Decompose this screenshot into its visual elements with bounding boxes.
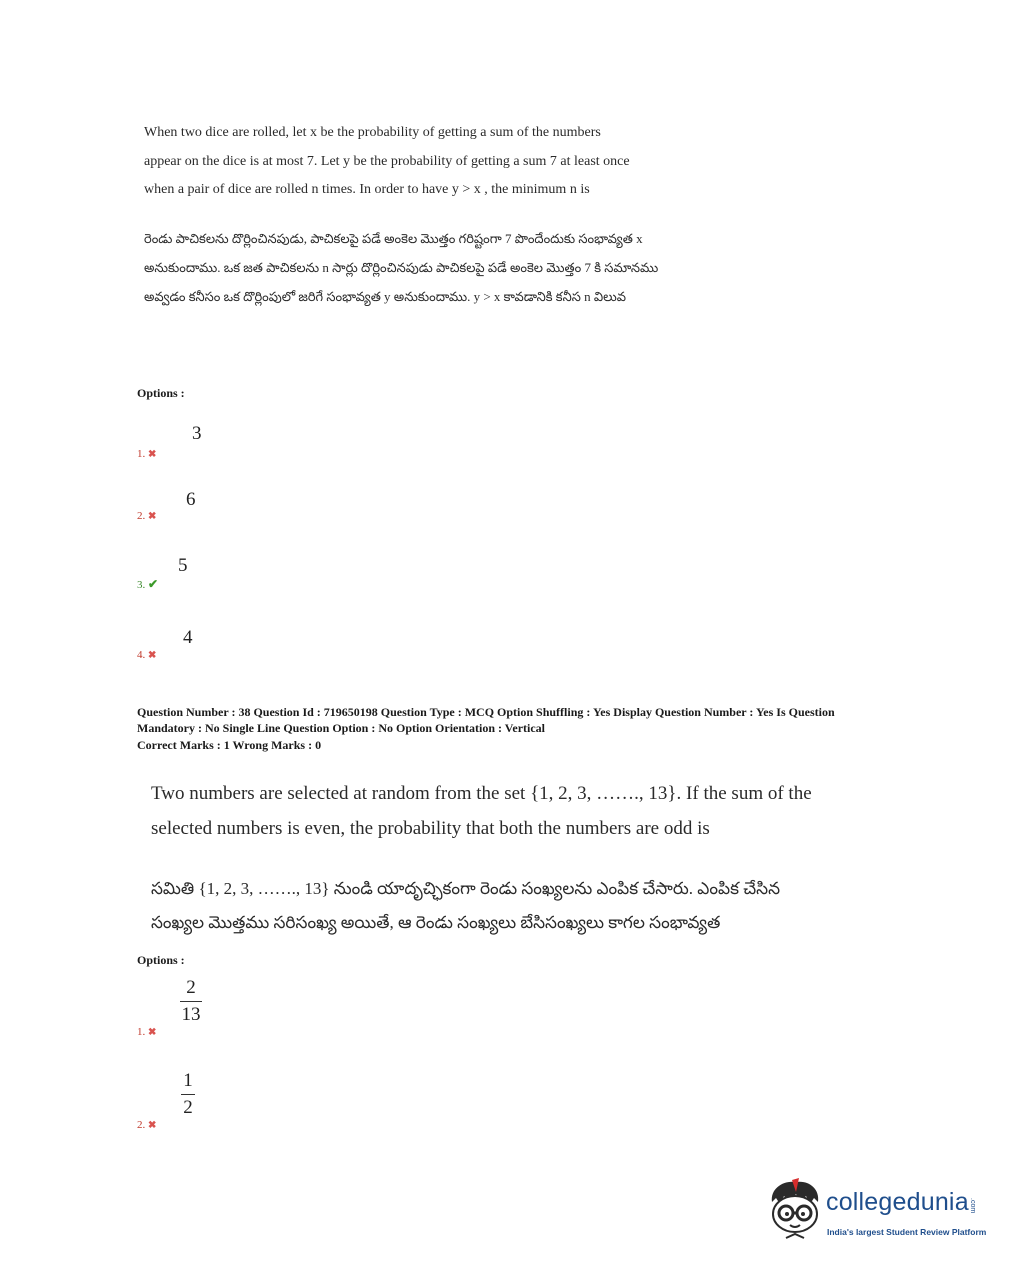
logo-tagline: India's largest Student Review Platform (827, 1227, 987, 1237)
text-line: సంఖ్యల మొత్తము సరిసంఖ్య అయితే, ఆ రెండు సంఖ్యలు బేసిసంఖ్యలు కాగల సంభావ్యత (151, 913, 721, 932)
cross-icon: ✖ (148, 511, 157, 522)
option-label: 4. (137, 649, 146, 661)
option-value: 4 (183, 627, 193, 648)
question-2-telugu (151, 872, 780, 940)
option-value: 6 (186, 489, 196, 510)
denominator: 13 (181, 1004, 201, 1025)
option-label: 2. (137, 510, 146, 522)
question-1-telugu (144, 224, 658, 311)
option-number[interactable] (137, 1119, 156, 1131)
text-line: Two numbers are selected at random from the set {1, 2, 3, ……., 13}. If the sum of the (151, 783, 812, 804)
text-line: when a pair of dice are rolled n times. In order to have y > x , the minimum n is (144, 182, 590, 197)
text-line: సమితి {1, 2, 3, ……., 13} నుండి యాదృచ్ఛికంగా రెండు సంఖ్యలను ఎంపిక చేసారు. ఎంపిక చేసిన (151, 879, 780, 898)
text-line: రెండు పాచికలను దొర్లించినపుడు, పాచికలపై పడే అంకెల మొత్తం గరిష్టంగా 7 పొందేందుకు సంభావ్యత x (144, 231, 643, 246)
logo-suffix: .com (968, 1198, 976, 1214)
text-line: అనుకుందాము. ఒక జత పాచికలను n సార్లు దొర్లించినపుడు పాచికలపై పడే అంకెల మొత్తం 7 కి సమానము (144, 260, 659, 275)
question-meta (137, 704, 907, 753)
check-icon: ✔ (148, 577, 159, 591)
option-number[interactable] (137, 649, 156, 661)
option-number[interactable] (137, 577, 158, 592)
meta-line: Question Number : 38 Question Id : 719650198 Question Type : MCQ Option Shuffling : Yes Display Question Number : Yes Is Question (137, 705, 835, 719)
meta-line: Mandatory : No Single Line Question Option : No Option Orientation : Vertical (137, 721, 546, 735)
mascot-icon (766, 1178, 824, 1244)
cross-icon: ✖ (148, 650, 157, 661)
option-number[interactable] (137, 1026, 156, 1038)
fraction-bar (180, 1001, 202, 1002)
cross-icon: ✖ (148, 1120, 157, 1131)
fraction-option (180, 977, 202, 1026)
text-line: selected numbers is even, the probability that both the numbers are odd is (151, 817, 710, 839)
cross-icon: ✖ (148, 1027, 157, 1038)
option-label: 2. (137, 1119, 146, 1131)
options-label: Options : (137, 386, 185, 400)
option-label: 1. (137, 1026, 146, 1038)
text-line: When two dice are rolled, let x be the probability of getting a sum of the numbers (144, 125, 601, 140)
meta-line: Correct Marks : 1 Wrong Marks : 0 (137, 738, 322, 752)
question-2-english (151, 777, 812, 846)
options-label: Options : (137, 953, 185, 967)
fraction-bar (181, 1094, 195, 1095)
fraction-option (181, 1070, 195, 1119)
numerator: 1 (183, 1070, 193, 1091)
numerator: 2 (186, 977, 196, 998)
denominator: 2 (183, 1097, 193, 1118)
option-value: 5 (178, 555, 188, 576)
cross-icon: ✖ (148, 449, 157, 460)
text-line: అవ్వడం కనీసం ఒక దొర్లింపులో జరిగే సంభావ్యత y అనుకుందాము. y > x కావడానికి కనీస n విలువ (144, 289, 627, 304)
option-value: 3 (192, 423, 202, 444)
collegedunia-logo[interactable] (766, 1178, 996, 1248)
logo-name: collegedunia (826, 1188, 969, 1216)
text-line: appear on the dice is at most 7. Let y be the probability of getting a sum 7 at least once (144, 153, 630, 169)
option-number[interactable] (137, 448, 156, 460)
option-number[interactable] (137, 510, 156, 522)
option-label: 3. (137, 579, 146, 591)
question-1-english (144, 119, 630, 205)
option-label: 1. (137, 448, 146, 460)
